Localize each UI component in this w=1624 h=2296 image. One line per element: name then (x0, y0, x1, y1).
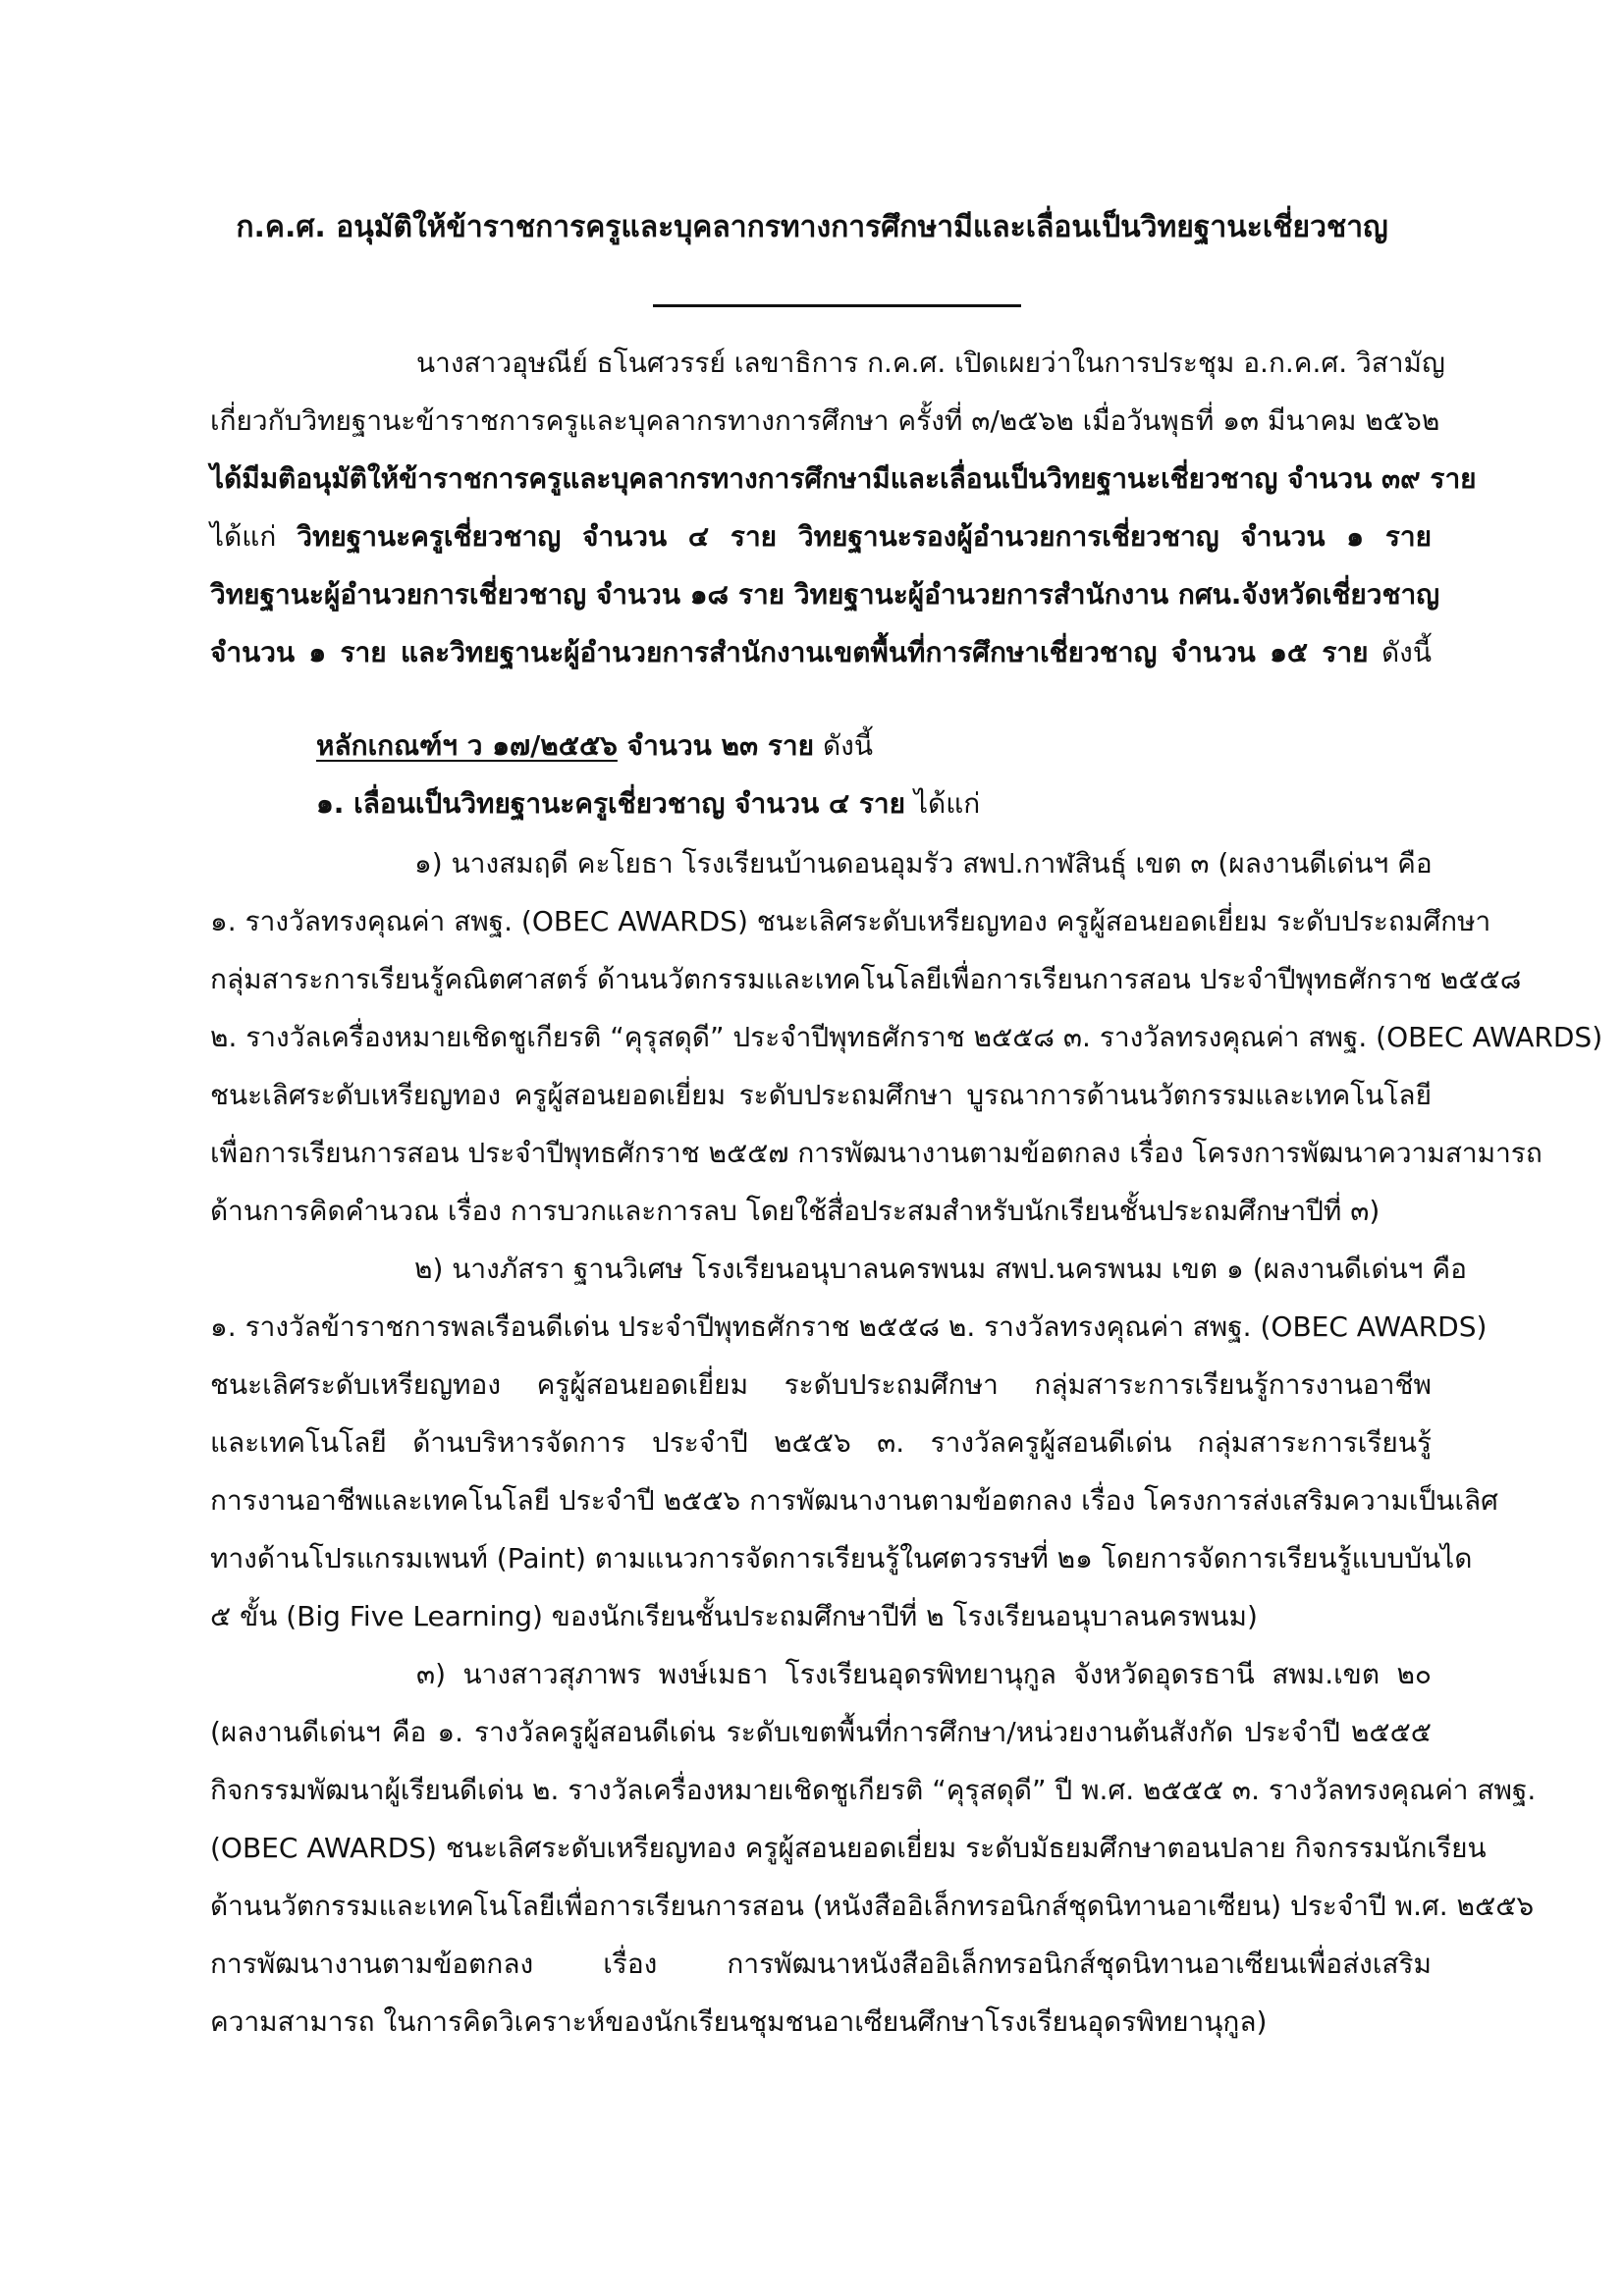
item-line: ๑. รางวัลทรงคุณค่า สพฐ. (OBEC AWARDS) ชนะเลิศระดับเหรียญทอง ครูผู้สอนยอดเยี่ยม ระดับประถมศึกษา (210, 905, 1491, 937)
item-line: (ผลงานดีเด่นฯ คือ ๑. รางวัลครูผู้สอนดีเด่น ระดับเขตพื้นที่การศึกษา/หน่วยงานต้นสังกัด ประจำปี ๒๕๕๕ (210, 1716, 1432, 1748)
item-line: เพื่อการเรียนการสอน ประจำปีพุทธศักราช ๒๕๕๗ การพัฒนางานตามข้อตกลง เรื่อง โครงการพัฒนาความสามารถ (210, 1137, 1543, 1169)
item-line: ทางด้านโปรแกรมเพนท์ (Paint) ตามแนวการจัดการเรียนรู้ในศตวรรษที่ ๒๑ โดยการจัดการเรียนรู้แบบบันได (210, 1542, 1473, 1575)
awardee-list (210, 834, 1603, 2051)
page-title: ก.ค.ศ. อนุมัติให้ข้าราชการครูและบุคลากรทางการศึกษามีและเลื่อนเป็นวิทยฐานะเชี่ยวชาญ (236, 210, 1388, 244)
item-line: กลุ่มสาระการเรียนรู้คณิตศาสตร์ ด้านนวัตกรรมและเทคโนโลยีเพื่อการเรียนการสอน ประจำปีพุทธศักราช ๒๕๕๘ (210, 963, 1522, 995)
list-item (210, 834, 1603, 1240)
criteria-heading (210, 717, 1432, 832)
item-line: ด้านนวัตกรรมและเทคโนโลยีเพื่อการเรียนการสอน (หนังสืออิเล็กทรอนิกส์ชุดนิทานอาเซียน) ประจำปี พ.ศ. ๒๕๕๖ (210, 1890, 1535, 1922)
item-line: (OBEC AWARDS) ชนะเลิศระดับเหรียญทอง ครูผู้สอนยอดเยี่ยม ระดับมัธยมศึกษาตอนปลาย กิจกรรมนักเรียน (210, 1832, 1487, 1864)
list-item (210, 1645, 1537, 2051)
intro-line: วิทยฐานะผู้อำนวยการเชี่ยวชาญ จำนวน ๑๘ ราย วิทยฐานะผู้อำนวยการสำนักงาน กศน.จังหวัดเชี่ยวชาญ (210, 578, 1440, 611)
item-line: ๑. รางวัลข้าราชการพลเรือนดีเด่น ประจำปีพุทธศักราช ๒๕๕๘ ๒. รางวัลทรงคุณค่า สพฐ. (OBEC AWARDS) (210, 1310, 1488, 1343)
intro-line: ได้มีมติอนุมัติให้ข้าราชการครูและบุคลากรทางการศึกษามีและเลื่อนเป็นวิทยฐานะเชี่ยวชาญ จำนวน ๓๙ ราย (210, 462, 1477, 495)
item-line: ชนะเลิศระดับเหรียญทอง ครูผู้สอนยอดเยี่ยม ระดับประถมศึกษา กลุ่มสาระการเรียนรู้การงานอาชีพ (210, 1368, 1432, 1401)
title-divider (653, 304, 1021, 307)
list-item (210, 1240, 1498, 1645)
criteria-subtitle: ๑. เลื่อนเป็นวิทยฐานะครูเชี่ยวชาญ จำนวน ๔ ราย ได้แก่ (316, 787, 981, 820)
intro-line: นางสาวอุษณีย์ ธโนศวรรย์ เลขาธิการ ก.ค.ศ. เปิดเผยว่าในการประชุม อ.ก.ค.ศ. วิสามัญ (416, 347, 1445, 379)
item-line: ๓) นางสาวสุภาพร พงษ์เมธา โรงเรียนอุดรพิทยานุกูล จังหวัดอุดรธานี สพม.เขต ๒๐ (416, 1658, 1432, 1690)
item-line: ๒. รางวัลเครื่องหมายเชิดชูเกียรติ “คุรุสดุดี” ประจำปีพุทธศักราช ๒๕๕๘ ๓. รางวัลทรงคุณค่า สพฐ. (OBEC AWARDS) (210, 1021, 1603, 1053)
intro-line: จำนวน ๑ ราย และวิทยฐานะผู้อำนวยการสำนักงานเขตพื้นที่การศึกษาเชี่ยวชาญ จำนวน ๑๕ ราย ดังนี้ (210, 636, 1432, 668)
item-line: ๕ ขั้น (Big Five Learning) ของนักเรียนชั้นประถมศึกษาปีที่ ๒ โรงเรียนอนุบาลนครพนม) (210, 1600, 1258, 1632)
intro-line: ได้แก่ วิทยฐานะครูเชี่ยวชาญ จำนวน ๔ ราย วิทยฐานะรองผู้อำนวยการเชี่ยวชาญ จำนวน ๑ ราย (210, 520, 1432, 553)
item-line: ด้านการคิดคำนวณ เรื่อง การบวกและการลบ โดยใช้สื่อประสมสำหรับนักเรียนชั้นประถมศึกษาปีที่ ๓) (210, 1195, 1380, 1227)
item-line: ชนะเลิศระดับเหรียญทอง ครูผู้สอนยอดเยี่ยม ระดับประถมศึกษา บูรณาการด้านนวัตกรรมและเทคโนโลยี (210, 1079, 1432, 1111)
item-line: กิจกรรมพัฒนาผู้เรียนดีเด่น ๒. รางวัลเครื่องหมายเชิดชูเกียรติ “คุรุสดุดี” ปี พ.ศ. ๒๕๕๕ ๓. รางวัลทรงคุณค่า สพฐ. (210, 1774, 1537, 1806)
item-line: ๑) นางสมฤดี คะโยธา โรงเรียนบ้านดอนอุมรัว สพป.กาฬสินธุ์ เขต ๓ (ผลงานดีเด่นฯ คือ (414, 847, 1433, 880)
intro-paragraph (210, 334, 1477, 681)
item-line: ความสามารถ ในการคิดวิเคราะห์ของนักเรียนชุมชนอาเซียนศึกษาโรงเรียนอุดรพิทยานุกูล) (210, 2005, 1268, 2038)
item-line: การงานอาชีพและเทคโนโลยี ประจำปี ๒๕๕๖ การพัฒนางานตามข้อตกลง เรื่อง โครงการส่งเสริมความเป็นเลิศ (210, 1484, 1498, 1517)
criteria-title: หลักเกณฑ์ฯ ว ๑๗/๒๕๕๖ จำนวน ๒๓ ราย ดังนี้ (316, 729, 873, 762)
item-line: การพัฒนางานตามข้อตกลง เรื่อง การพัฒนาหนังสืออิเล็กทรอนิกส์ชุดนิทานอาเซียนเพื่อส่งเสริม (210, 1948, 1432, 1980)
item-line: ๒) นางภัสรา ฐานวิเศษ โรงเรียนอนุบาลนครพนม สพป.นครพนม เขต ๑ (ผลงานดีเด่นฯ คือ (414, 1253, 1467, 1285)
item-line: และเทคโนโลยี ด้านบริหารจัดการ ประจำปี ๒๕๕๖ ๓. รางวัลครูผู้สอนดีเด่น กลุ่มสาระการเรียนรู้ (210, 1426, 1432, 1459)
intro-line: เกี่ยวกับวิทยฐานะข้าราชการครูและบุคลากรทางการศึกษา ครั้งที่ ๓/๒๕๖๒ เมื่อวันพุธที่ ๑๓ มีนาคม ๒๕๖๒ (210, 404, 1440, 437)
